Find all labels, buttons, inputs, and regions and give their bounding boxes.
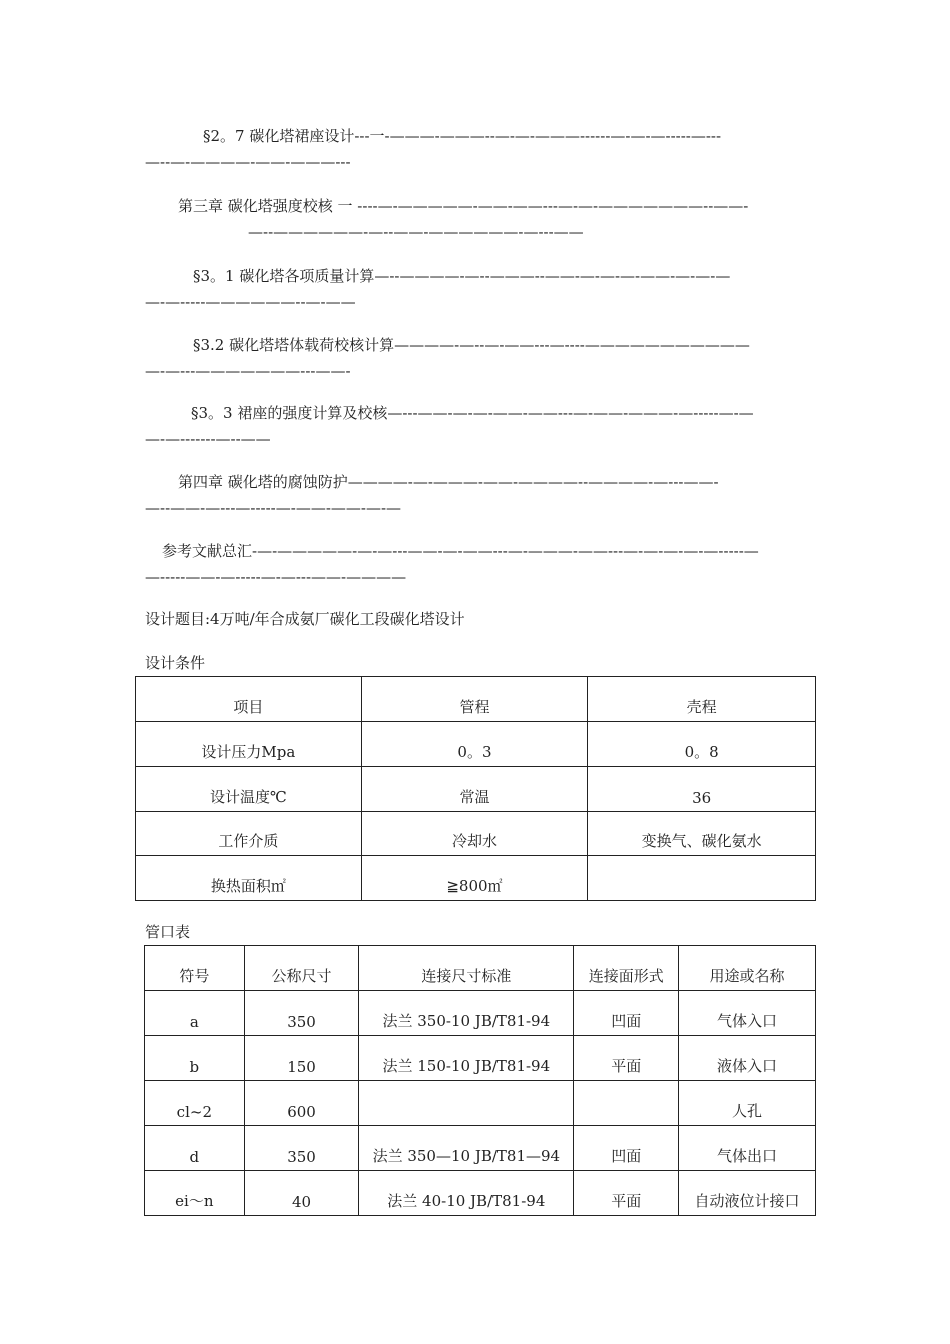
table-header-row <box>136 677 816 722</box>
toc-line-1: 参考文献总汇-—-—————-—-—---——-—-——---—-———-——---—-—-—-—-—-----— <box>162 542 759 560</box>
header-cell: 连接面形式 <box>574 946 679 991</box>
toc-line-2: —-—---———————---——- <box>145 362 351 380</box>
table-cell: 36 <box>588 767 816 812</box>
table-cell: 工作介质 <box>136 812 362 856</box>
table-row <box>145 1171 816 1216</box>
table-cell: 气体出口 <box>679 1126 816 1171</box>
header-cell: 壳程 <box>588 677 816 722</box>
toc-line-2: —-—-------—--—— <box>145 430 271 448</box>
toc-entry-chapter-3 <box>178 193 748 245</box>
toc-line-1: 第四章 碳化塔的腐蚀防护————-—-———-——-————--————-—---——- <box>178 473 719 491</box>
table-header-row <box>145 946 816 991</box>
table-cell: 气体入口 <box>679 991 816 1036</box>
toc-entry-references <box>145 538 759 590</box>
table-cell <box>574 1081 679 1126</box>
toc-line-2: —-—-----——————--—-—— <box>145 293 356 311</box>
toc-entry-3-2 <box>145 332 750 384</box>
table-row <box>136 812 816 856</box>
toc-line-1: 第三章 碳化塔强度校核 一 ----—-—————-——-——---—-—-———————--——- <box>178 197 749 215</box>
design-conditions-table <box>135 676 816 901</box>
table-cell: 150 <box>244 1036 359 1081</box>
header-cell: 用途或名称 <box>679 946 816 991</box>
toc-line-1: §3。1 碳化塔各项质量计算—--————-—--———--——-—-—-—-——-—-—-— <box>193 267 731 285</box>
table-cell: cl~2 <box>145 1081 245 1126</box>
table-cell: d <box>145 1126 245 1171</box>
table-cell: 40 <box>244 1171 359 1216</box>
table-cell: 常温 <box>361 767 588 812</box>
table-cell: 变换气、碳化氨水 <box>588 812 816 856</box>
table-row <box>136 856 816 901</box>
toc-line-2: —-----——-—-----—-—---——-———— <box>145 568 407 586</box>
nozzle-table-label: 管口表 <box>145 923 191 941</box>
table-cell: 法兰 350-10 JB/T81-94 <box>359 991 574 1036</box>
table-cell: 平面 <box>574 1036 679 1081</box>
table-cell: b <box>145 1036 245 1081</box>
table-cell: 法兰 150-10 JB/T81-94 <box>359 1036 574 1081</box>
table-cell: 凹面 <box>574 1126 679 1171</box>
toc-entry-chapter-4 <box>145 469 719 521</box>
table-row <box>145 1126 816 1171</box>
conditions-label: 设计条件 <box>145 654 206 672</box>
design-title: 设计题目:4万吨/年合成氨厂碳化工段碳化塔设计 <box>145 610 465 628</box>
table-cell <box>359 1081 574 1126</box>
table-row <box>145 991 816 1036</box>
toc-line-2: —--—-————-——-———--- <box>145 153 351 171</box>
table-cell: 0。3 <box>361 722 588 767</box>
table-cell: 0。8 <box>588 722 816 767</box>
table-cell: 换热面积㎡ <box>136 856 362 901</box>
table-cell: 自动液位计接口 <box>679 1171 816 1216</box>
table-row <box>145 1036 816 1081</box>
table-cell: 350 <box>244 1126 359 1171</box>
table-cell: 350 <box>244 991 359 1036</box>
header-cell: 符号 <box>145 946 245 991</box>
nozzle-table <box>144 945 816 1216</box>
table-cell: 法兰 350—10 JB/T81—94 <box>359 1126 574 1171</box>
table-cell <box>588 856 816 901</box>
table-row <box>136 767 816 812</box>
table-cell: a <box>145 991 245 1036</box>
table-cell: 平面 <box>574 1171 679 1216</box>
toc-line-1: §2。7 碳化塔裙座设计---一-———-———--—-—-———------—-—-—-----—--- <box>203 127 722 145</box>
toc-line-1: §3。3 裙座的强度计算及校核—---——-—-—-——-——---—-——-———-—-----—-— <box>191 404 754 422</box>
table-cell: ei～n <box>145 1171 245 1216</box>
toc-entry-2-7 <box>145 123 721 175</box>
table-cell: 法兰 40-10 JB/T81-94 <box>359 1171 574 1216</box>
table-row <box>136 722 816 767</box>
toc-line-1: §3.2 碳化塔塔体载荷校核计算————-—--—-——---—----——————————— <box>193 336 750 354</box>
table-cell: 冷却水 <box>361 812 588 856</box>
table-row <box>145 1081 816 1126</box>
table-cell: 人孔 <box>679 1081 816 1126</box>
table-cell: 600 <box>244 1081 359 1126</box>
header-cell: 管程 <box>361 677 588 722</box>
table-cell: ≧800㎡ <box>361 856 588 901</box>
toc-entry-3-1 <box>145 263 730 315</box>
header-cell: 连接尺寸标准 <box>359 946 574 991</box>
table-cell: 凹面 <box>574 991 679 1036</box>
table-cell: 设计温度℃ <box>136 767 362 812</box>
toc-entry-3-3 <box>145 400 754 452</box>
table-cell: 液体入口 <box>679 1036 816 1081</box>
table-cell: 设计压力Mpa <box>136 722 362 767</box>
toc-line-2: —--——————-—--——-——————-—---—— <box>248 223 584 241</box>
header-cell: 公称尺寸 <box>244 946 359 991</box>
header-cell: 项目 <box>136 677 362 722</box>
toc-line-2: —--——-—---—-----—-——-——-—-— <box>145 499 402 517</box>
